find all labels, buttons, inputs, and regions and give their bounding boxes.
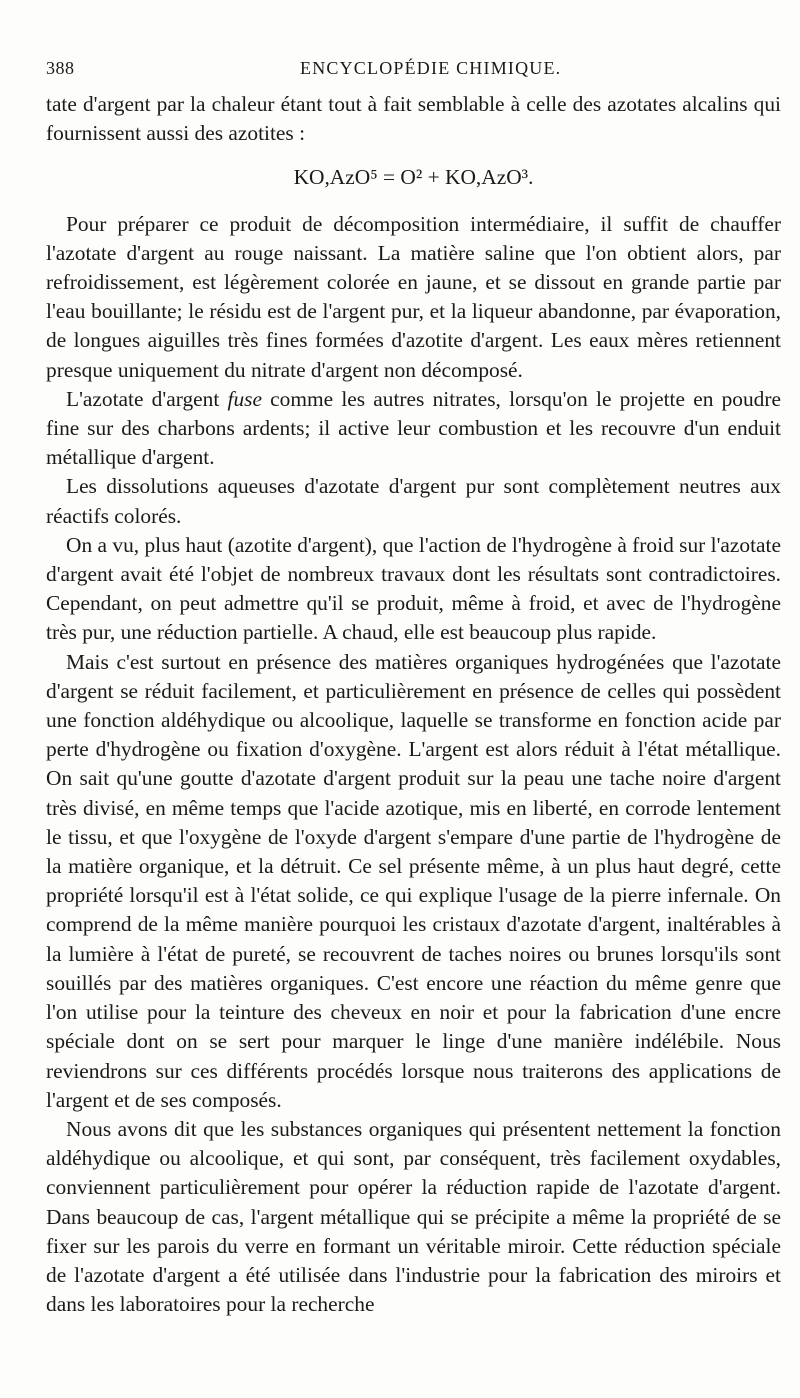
paragraph-mirror-reduction: Nous avons dit que les substances organiques qui présentent nettement la fonction aldéhydique ou alcoolique, et qui sont, par conséquent, très facilement oxydables, conviennent particulièrement pour opérer la réduction rapide de l'azotate d'argent. Dans beaucoup de cas, l'argent métallique qui se précipite a même la propriété de se fixer sur les parois du verre en formant un véritable miroir. Cette réduction spéciale de l'azotate d'argent a été utilisée dans l'industrie pour la fabrication des miroirs et dans les laboratoires pour la recherche [46, 1116, 781, 1317]
running-header [46, 58, 766, 82]
body-text [46, 90, 781, 1319]
paragraph-preparation: Pour préparer ce produit de décomposition intermédiaire, il suffit de chauffer l'azotate d'argent au rouge naissant. La matière saline que l'on obtient alors, par refroidissement, est légèrement colorée en jaune, et se dissout en grande partie par l'eau bouillante; le résidu est de l'argent pur, et la liqueur abandonne, par évaporation, de longues aiguilles très fines formées d'azotite d'argent. Les eaux mères retiennent presque uniquement du nitrate d'argent non décomposé. [46, 211, 781, 382]
fuse-italic-word: fuse [227, 386, 262, 411]
paragraph-continuation: tate d'argent par la chaleur étant tout à fait semblable à celle des azotates alcalins qui fournissent aussi des azotites : [46, 92, 781, 146]
paragraph-organic-matter: Mais c'est surtout en présence des matières organiques hydrogénées que l'azotate d'argent se réduit facilement, et particulièrement en présence de celles qui possèdent une fonction aldéhydique ou alcoolique, laquelle se transforme en fonction acide par perte d'hydrogène ou fixation d'oxygène. L'argent est alors réduit à l'état métallique. On sait qu'une goutte d'azotate d'argent produit sur la peau une tache noire d'argent très divisé, en même temps que l'acide azotique, mis en liberté, en corrode lentement le tissu, et que l'oxygène de l'oxyde d'argent s'empare d'une partie de l'hydrogène de la matière organique, et la détruit. Ce sel présente même, à un plus haut degré, cette propriété lorsqu'il est à l'état solide, ce qui explique l'usage de la pierre infernale. On comprend de la même manière pourquoi les cristaux d'azotate d'argent, inaltérables à la lumière à l'état de pureté, se recouvrent de taches noires ou brunes lorsqu'ils sont souillés par des matières organiques. C'est encore une réaction du même genre que l'on utilise pour la teinture des cheveux en noir et pour la fabrication d'une encre spéciale dont on se sert pour marquer le linge d'une manière indélébile. Nous reviendrons sur ces différents procédés lorsque nous traiterons des applications de l'argent et de ses composés. [46, 649, 781, 1112]
running-title: ENCYCLOPÉDIE CHIMIQUE. [300, 58, 562, 78]
paragraph-fuse [46, 385, 781, 473]
page-number: 388 [46, 58, 75, 78]
fuse-text-after: comme les autres nitrates, lorsqu'on le projette en poudre fine sur des charbons ardents; il active leur combustion et les recouvre d'un enduit métallique d'argent. [46, 386, 781, 470]
paragraph-hydrogen-reduction: On a vu, plus haut (azotite d'argent), que l'action de l'hydrogène à froid sur l'azotate d'argent avait été l'objet de nombreux travaux dont les résultats sont contradictoires. Cependant, on peut admettre qu'il se produit, même à froid, et avec de l'hydrogène très pur, une réduction partielle. A chaud, elle est beaucoup plus rapide. [46, 532, 781, 645]
paragraph-neutral-solutions: Les dissolutions aqueuses d'azotate d'argent pur sont complètement neutres aux réactifs colorés. [46, 474, 781, 528]
chemical-formula: KO,AzO⁵ = O² + KO,AzO³. [293, 165, 534, 190]
fuse-text-before: L'azotate d'argent [66, 386, 228, 411]
